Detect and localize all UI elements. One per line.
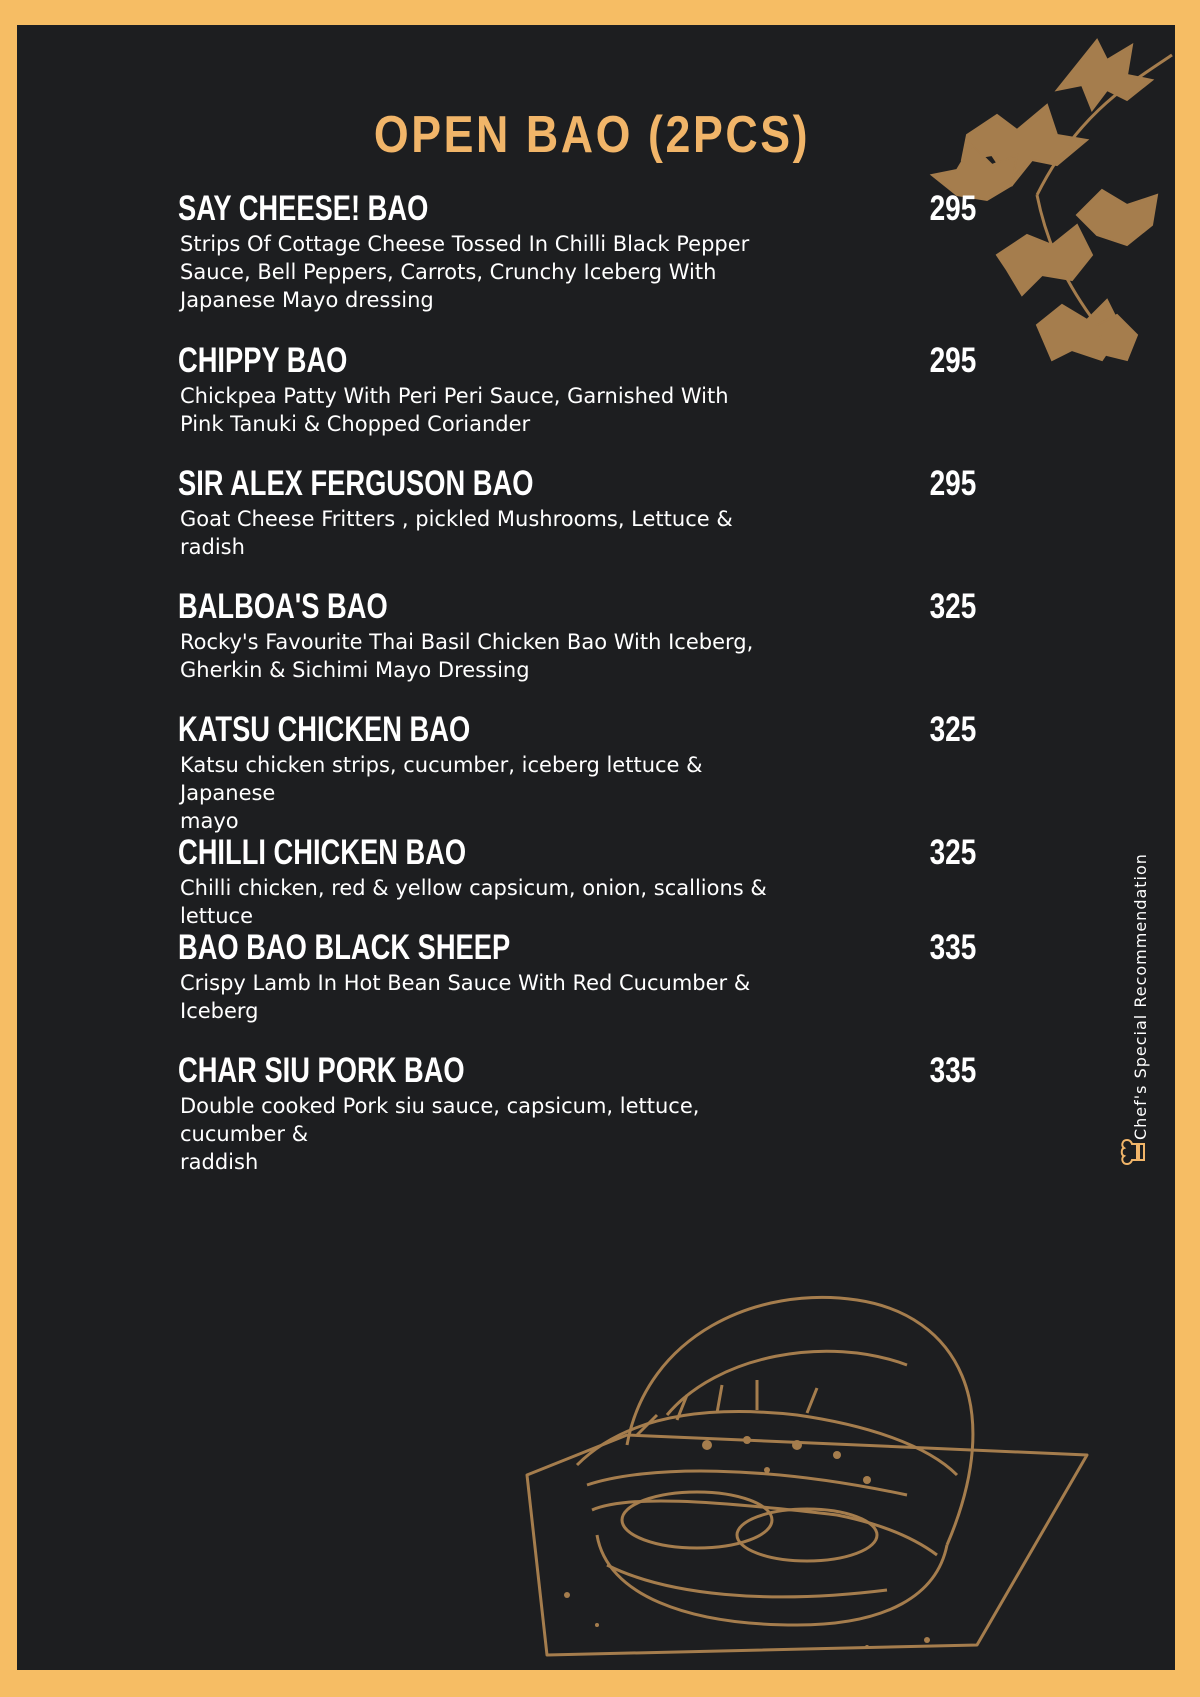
menu-title: OPEN BAO (2PCS) <box>373 106 811 164</box>
item-price: 295 <box>929 341 977 380</box>
item-description: Chilli chicken, red & yellow capsicum, onion, scallions & lettuce <box>180 876 767 928</box>
item-price: 325 <box>929 587 977 626</box>
item-name: BALBOA'S BAO <box>178 587 388 626</box>
item-price: 335 <box>929 928 977 967</box>
menu-page <box>17 25 1175 1670</box>
item-name: SAY CHEESE! BAO <box>178 189 429 228</box>
menu-item <box>178 711 978 835</box>
item-description: Double cooked Pork siu sauce, capsicum, lettuce, cucumber & raddish <box>180 1094 700 1174</box>
item-price: 335 <box>929 1051 977 1090</box>
menu-item <box>178 190 978 314</box>
item-price: 295 <box>929 189 977 228</box>
menu-item <box>178 834 978 930</box>
chef-hat-icon <box>1119 1137 1149 1167</box>
menu-item <box>178 929 978 1025</box>
item-description: Crispy Lamb In Hot Bean Sauce With Red Cucumber & Iceberg <box>180 971 751 1023</box>
menu-item <box>178 465 978 561</box>
bao-bun-illustration <box>507 1295 1107 1670</box>
item-price: 325 <box>929 833 977 872</box>
item-description: Katsu chicken strips, cucumber, iceberg lettuce & Japanese mayo <box>180 753 703 833</box>
item-description: Rocky's Favourite Thai Basil Chicken Bao With Iceberg, Gherkin & Sichimi Mayo Dressing <box>180 630 754 682</box>
item-name: SIR ALEX FERGUSON BAO <box>178 464 534 503</box>
chef-recommendation-note: Chef's Special Recommendation <box>1131 853 1150 1140</box>
item-description: Strips Of Cottage Cheese Tossed In Chilli Black Pepper Sauce, Bell Peppers, Carrots, Crunchy Iceberg With Japanese Mayo dressing <box>180 232 750 312</box>
item-price: 325 <box>929 710 977 749</box>
item-price: 295 <box>929 464 977 503</box>
item-description: Goat Cheese Fritters , pickled Mushrooms, Lettuce & radish <box>180 507 733 559</box>
item-name: KATSU CHICKEN BAO <box>178 710 471 749</box>
item-name: CHILLI CHICKEN BAO <box>178 833 467 872</box>
item-description: Chickpea Patty With Peri Peri Sauce, Garnished With Pink Tanuki & Chopped Coriander <box>180 384 729 436</box>
item-name: CHAR SIU PORK BAO <box>178 1051 465 1090</box>
item-name: BAO BAO BLACK SHEEP <box>178 928 511 967</box>
menu-item <box>178 342 978 438</box>
menu-item <box>178 588 978 684</box>
item-name: CHIPPY BAO <box>178 341 348 380</box>
menu-item <box>178 1052 978 1176</box>
